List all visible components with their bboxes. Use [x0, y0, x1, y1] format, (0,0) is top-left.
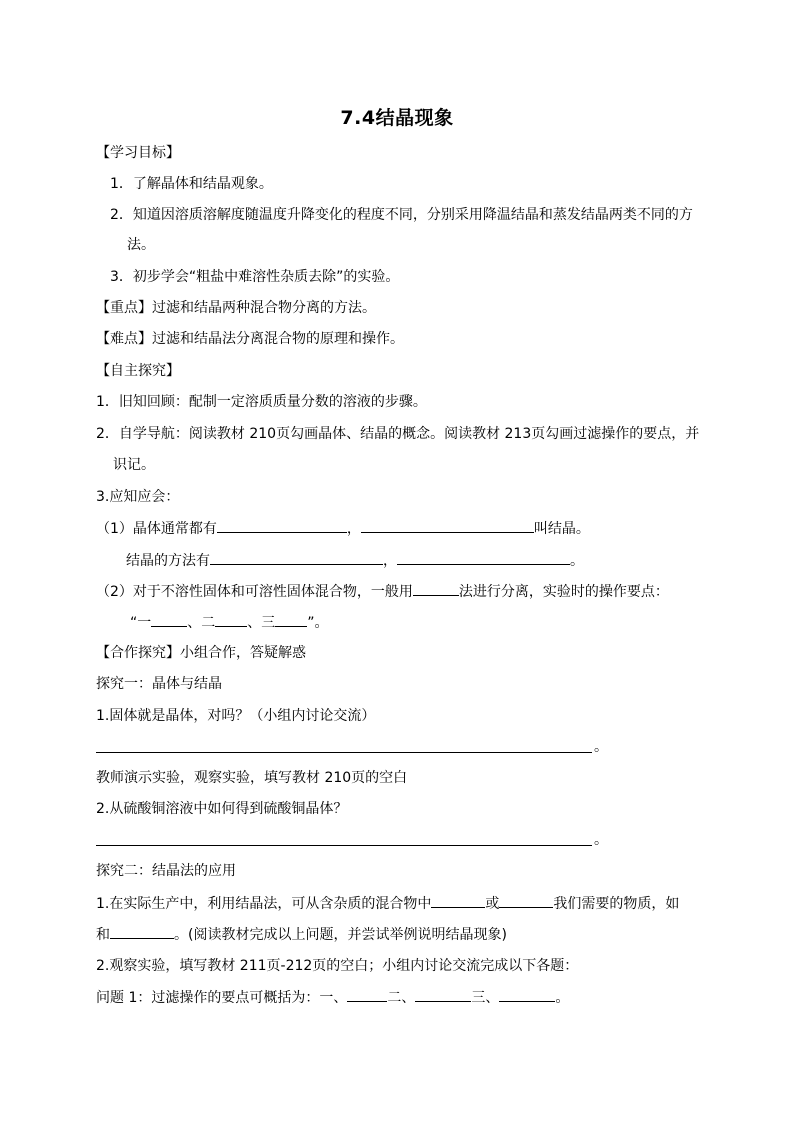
fill-blank[interactable]	[110, 924, 174, 939]
key-point: 【重点】过滤和结晶两种混合物分离的方法。	[96, 300, 376, 316]
goal-item-3: 3．初步学会“粗盐中难溶性杂质去除”的实验。	[110, 269, 400, 285]
explore-2-q1-text-c: 我们需要的物质，如	[553, 896, 680, 912]
explore-1-demo: 教师演示实验，观察实验，填写教材 210页的空白	[96, 770, 408, 786]
goals-header: 【学习目标】	[96, 145, 180, 161]
question-1-line-1	[96, 518, 590, 539]
fill-blank[interactable]	[210, 550, 383, 565]
fill-blank[interactable]	[499, 893, 553, 908]
question-2-line-2	[130, 612, 329, 633]
question-1-line-2	[126, 550, 584, 571]
problem-1-text-b: 二、	[387, 990, 416, 1006]
explore-2-q2: 2.观察实验，填写教材 211页-212页的空白；小组内讨论交流完成以下各题：	[96, 958, 579, 974]
fill-blank[interactable]	[347, 987, 387, 1002]
explore-1-q2: 2.从硫酸铜溶液中如何得到硫酸铜晶体？	[96, 801, 348, 817]
fill-blank[interactable]	[397, 550, 570, 565]
nav-item-cont: 识记。	[113, 457, 155, 473]
goal-item-2-cont: 法。	[127, 237, 155, 253]
fill-blank[interactable]	[151, 612, 187, 627]
problem-1-text-a: 问题 1：过滤操作的要点可概括为：一、	[96, 990, 348, 1006]
difficulty: 【难点】过滤和结晶法分离混合物的原理和操作。	[96, 331, 404, 347]
fill-blank[interactable]	[217, 518, 347, 533]
q1-suffix: 叫结晶。	[533, 521, 590, 537]
answer-line[interactable]	[96, 752, 592, 753]
q2-end: ”。	[307, 615, 329, 631]
problem-1-text-c: 三、	[471, 990, 500, 1006]
goal-item-1: 1．了解晶体和结晶观象。	[110, 176, 273, 192]
answer-line[interactable]	[96, 845, 592, 846]
q1-line2-suffix: 。	[570, 553, 584, 569]
q1-prefix: （1）晶体通常都有	[96, 521, 217, 537]
fill-blank[interactable]	[275, 612, 307, 627]
nav-item: 2．自学导航：阅读教材 210页勾画晶体、结晶的概念。阅读教材 213页勾画过滤操作的要点，并	[96, 426, 700, 442]
review-item: 1．旧知回顾：配制一定溶质质量分数的溶液的步骤。	[96, 394, 427, 410]
fill-blank[interactable]	[499, 987, 555, 1002]
q2-step-2-label: 、二	[187, 615, 216, 631]
q2-suffix: 法进行分离，实验时的操作要点：	[458, 584, 669, 600]
explore-2-q1-text-a: 1.在实际生产中，利用结晶法，可从含杂质的混合物中	[96, 896, 432, 912]
explore-2-title: 探究二：结晶法的应用	[96, 863, 236, 879]
q2-step-3-label: 、三	[247, 615, 276, 631]
answer-end-mark: 。	[594, 739, 608, 755]
page-title: 7.4结晶现象	[340, 107, 454, 129]
q2-step-1-label: “一	[130, 615, 152, 631]
problem-1	[96, 987, 569, 1008]
explore-1-title: 探究一：晶体与结晶	[96, 676, 222, 692]
goal-item-2: 2．知道因溶质溶解度随温度升降变化的程度不同，分别采用降温结晶和蒸发结晶两类不同的方	[110, 207, 693, 223]
explore-2-q1-text-d: 和	[96, 927, 110, 943]
explore-2-q1-text-b: 或	[485, 896, 500, 912]
fill-blank[interactable]	[413, 581, 459, 596]
explore-1-q1: 1.固体就是晶体，对吗？（小组内讨论交流）	[96, 708, 376, 724]
question-2-line-1	[96, 581, 669, 602]
q1-line2-separator: ，	[383, 553, 397, 569]
answer-end-mark: 。	[594, 832, 608, 848]
q2-prefix: （2）对于不溶性固体和可溶性固体混合物，一般用	[96, 584, 413, 600]
problem-1-text-d: 。	[555, 990, 570, 1006]
coop-header: 【合作探究】小组合作，答疑解惑	[96, 645, 306, 661]
fill-blank[interactable]	[215, 612, 247, 627]
fill-blank[interactable]	[415, 987, 471, 1002]
explore-2-q1-line-1	[96, 893, 679, 914]
fill-blank[interactable]	[361, 518, 534, 533]
q1-separator: ，	[346, 521, 361, 537]
apply-item: 3.应知应会：	[96, 489, 180, 505]
explore-2-q1-line-2	[96, 924, 507, 945]
fill-blank[interactable]	[431, 893, 485, 908]
q1-line2-prefix: 结晶的方法有	[126, 553, 210, 569]
self-study-header: 【自主探究】	[96, 363, 180, 379]
explore-2-q1-text-e: 。(阅读教材完成以上问题，并尝试举例说明结晶现象)	[174, 927, 507, 943]
